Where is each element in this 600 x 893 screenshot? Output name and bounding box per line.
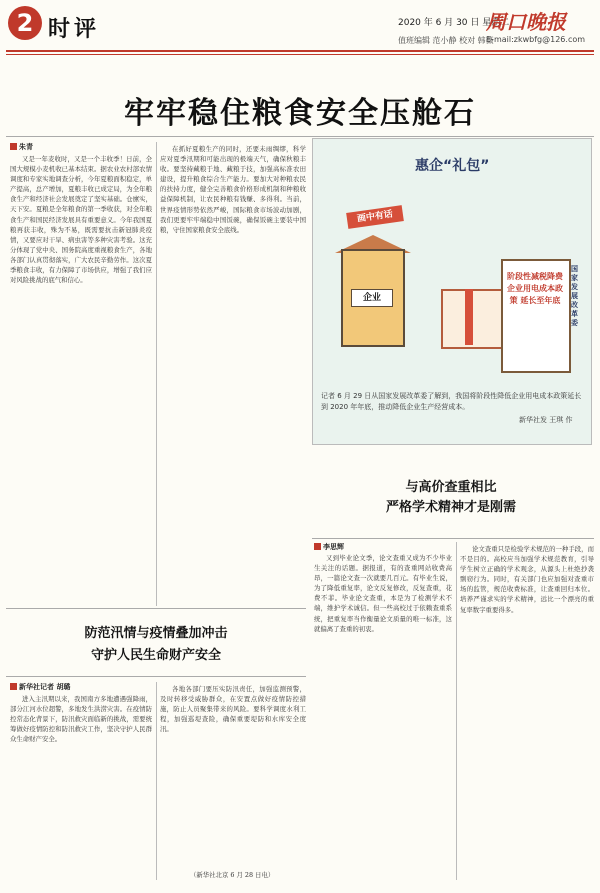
cartoon-side-label: 国家发展改革委 <box>571 265 578 327</box>
article3-credit: （新华社北京 6 月 28 日电） <box>190 871 275 879</box>
article1-column-2: 在抓好夏粮生产的同时，还要未雨绸缪，科学应对夏季汛期和可能出现的极端天气，确保秋粮丰收。要坚持藏粮于地、藏粮于技，加强高标准农田建设，提升粮食综合生产能力。要加大对种粮农民的扶持力度，健全完善粮食价格形成机制和种粮收益保障机制，让农民种粮有钱赚、多得利。当前，世界疫情形势依然严峻，国际粮食市场波动加剧，我们更要牢牢端稳中国饭碗，确保饭碗主要装中国粮，守住国家粮食安全底线。 <box>160 145 306 234</box>
masthead-rule <box>6 50 594 52</box>
gift-ribbon <box>465 289 473 345</box>
cartoon-credit: 新华社发 王琪 作 <box>519 416 573 424</box>
article2-headline-line2: 严格学术精神才是刚需 <box>385 500 516 515</box>
article2-author-label: 李思辉 <box>314 542 344 552</box>
article2-column-1: 又到毕业论文季，论文查重又成为不少毕业生关注的话题。据报道，有的查重网站收费高昂，一篇论文查一次就要几百元。有毕业生说，为了降低重复率，论文反复修改，反复查重，花费不菲。毕业论文查重，本是为了检测学术不端，维护学术诚信。但一些高校过于依赖查重系统，把重复率当作衡量论文质量的唯一标准，这就偏离了查重的初衷。 <box>314 554 452 633</box>
article3-author-label: 新华社记者 胡璐 <box>10 682 70 692</box>
column-divider <box>156 682 157 880</box>
page-number-badge: 2 <box>8 6 42 40</box>
article2-rule <box>312 538 594 539</box>
article1-author-label: 朱青 <box>10 142 33 152</box>
cartoon-title: 惠企“礼包” <box>415 158 490 174</box>
headline-rule <box>6 136 594 137</box>
policy-scroll-text: 阶段性减税降费 企业用电成本政策 延长至年底 <box>507 272 563 305</box>
article2-column-2: 论文查重只是检验学术规范的一种手段，而不是目的。高校应当加强学术规范教育，引导学生树立正确的学术观念，从源头上杜绝抄袭剽窃行为。同时，有关部门也应加强对查重市场的监管，规范收费标准，让查重回归本位。培养严谨求实的学术精神，远比一个漂亮的重复率数字重要得多。 <box>460 545 594 614</box>
main-headline: 牢牢稳住粮食安全压舱石 <box>124 96 476 131</box>
column-divider <box>456 542 457 880</box>
article3-top-rule <box>6 608 306 609</box>
article3-headline-line2: 守护人民生命财产安全 <box>90 648 221 663</box>
article3-column-2: 各地各部门要压实防汛责任，加强监测预警，及时转移受威胁群众，在安置点做好疫情防控措施，防止人员聚集带来的风险。要科学调度水利工程，加强巡堤查险，确保重要堤防和水库安全度汛。 <box>160 685 306 734</box>
column-divider <box>156 142 157 606</box>
article3-column-1: 进入主汛期以来，我国南方多地遭遇强降雨，部分江河水位超警，多地发生洪涝灾害。在疫情防控常态化背景下，防汛救灾面临新的挑战，需要统筹做好疫情防控和防汛救灾工作，坚决守护人民群众生命财产安全。 <box>10 695 152 744</box>
masthead-rule-thin <box>6 54 594 55</box>
issue-date: 2020 年 6 月 30 日 星期二 <box>398 18 510 28</box>
enterprise-sign: 企业 <box>351 289 393 307</box>
cartoon-banner: 画中有话 <box>346 205 404 229</box>
article3-rule <box>6 676 306 677</box>
editor-credits: 值班编辑 范小静 校对 韩薇 <box>398 36 494 45</box>
article2-headline-line1: 与高价查重相比 <box>405 480 497 495</box>
article1-column-1: 又是一年麦收时，又是一个丰收季！日前，全国大规模小麦机收已基本结束。据农业农村部农情调度和专家实地调查分析，今年夏粮面积稳定，单产提高，总产增加，夏粮丰收已成定局，为全年粮食生产和经济社会发展奠定了坚实基础。仓廪实，天下安。夏粮是全年粮食的第一季收获，对全年粮食生产和国民经济发展具有重要意义。今年我国夏粮再获丰收，殊为不易，既需要抗击新冠肺炎疫情，又要应对干旱、病虫害等多种灾害考验。这充分体现了党中央、国务院高度重视粮食生产，各地各部门认真贯彻落实，广大农民辛勤劳作。这次夏季粮食丰收，有力保障了市场供应，增强了我们应对风险挑战的底气和信心。 <box>10 155 152 285</box>
editorial-cartoon <box>312 138 592 445</box>
section-title: 时评 <box>48 17 101 42</box>
cartoon-caption: 记者 6 月 29 日从国家发展改革委了解到，我国将阶段性降低企业用电成本政策延长到 2020 年年底，推动降低企业生产经营成本。 <box>321 392 582 411</box>
article3-headline-line1: 防范汛情与疫情叠加冲击 <box>84 626 228 641</box>
paper-logo: 周口晚报 <box>486 10 566 34</box>
contact-email: E-mail:zkwbfg@126.com <box>486 35 586 44</box>
